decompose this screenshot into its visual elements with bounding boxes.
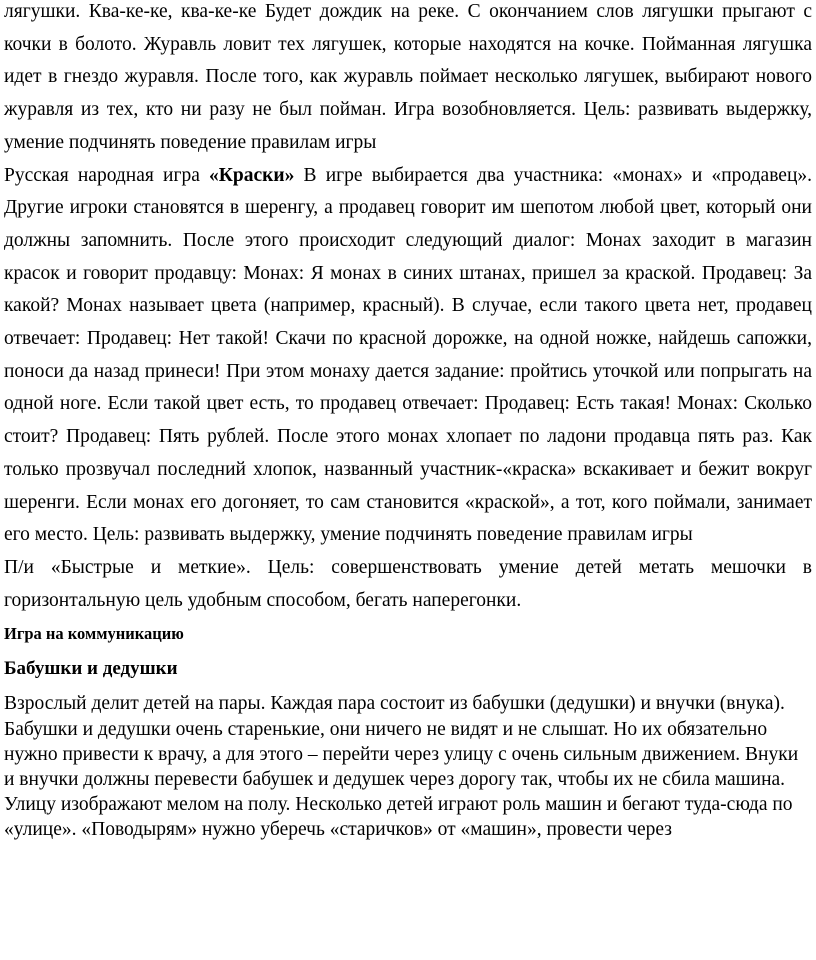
paints-game-title: «Краски»	[209, 164, 295, 186]
section-heading-communication: Игра на коммуникацию	[4, 624, 184, 644]
paragraph-quick-accurate-game: П/и «Быстрые и меткие». Цель: совершенствовать умение детей метать мешочки в горизонтальную цель удобным способом, бегать наперегонки.	[4, 556, 812, 611]
paragraph-paints-game	[4, 160, 812, 552]
paints-body-text: В игре выбирается два участника: «монах» и «продавец». Другие игроки становятся в шеренгу, а продавец говорит им шепотом любой цвет, который они должны запомнить. После этого происходит следующий диалог: Монах заходит в магазин красок и говорит продавцу: Монах: Я монах в синих штанах, пришел за краской. Продавец: За какой? Монах называет цвета (например, красный). В случае, если такого цвета нет, продавец отвечает: Продавец: Нет такой! Скачи по красной дорожке, на одной ножке, найдешь сапожки, поноси да назад принеси! При этом монаху дается задание: пройтись уточкой или попрыгать на одной ноге. Если такой цвет есть, то продавец отвечает: Продавец: Есть такая! Монах: Сколько стоит? Продавец: Пять рублей. После этого монах хлопает по ладони продавца пять раз. Как только прозвучал последний хлопок, названный участник-«краска» вскакивает и бежит вокруг шеренги. Если монах его догоняет, то сам становится «краской», а тот, кого поймали, занимает его место. Цель: развивать выдержку, умение подчинять поведение правилам игры	[4, 164, 813, 546]
paragraph-frogs-game: лягушки. Ква-ке-ке, ква-ке-ке Будет дождик на реке. С окончанием слов лягушки прыгают с кочки в болото. Журавль ловит тех лягушек, которые находятся на кочке. Пойманная лягушка идет в гнездо журавля. После того, как журавль поймает несколько лягушек, выбирают нового журавля из тех, кто ни разу не был пойман. Игра возобновляется. Цель: развивать выдержку, умение подчинять поведение правилам игры	[4, 1, 812, 153]
game-title-grandparents: Бабушки и дедушки	[4, 658, 178, 680]
paints-intro-text: Русская народная игра	[4, 164, 210, 186]
paragraph-grandparents-game: Взрослый делит детей на пары. Каждая пара состоит из бабушки (дедушки) и внучки (внука). Бабушки и дедушки очень старенькие, они ничего не видят и не слышат. Но их обязательно нужно привести к врачу, а для этого – перейти через улицу с очень сильным движением. Внуки и внучки должны перевести бабушек и дедушек через дорогу так, чтобы их не сбила машина. Улицу изображают мелом на полу. Несколько детей играют роль машин и бегают туда-сюда по «улице». «Поводырям» нужно уберечь «старичков» от «машин», провести через	[4, 693, 799, 841]
